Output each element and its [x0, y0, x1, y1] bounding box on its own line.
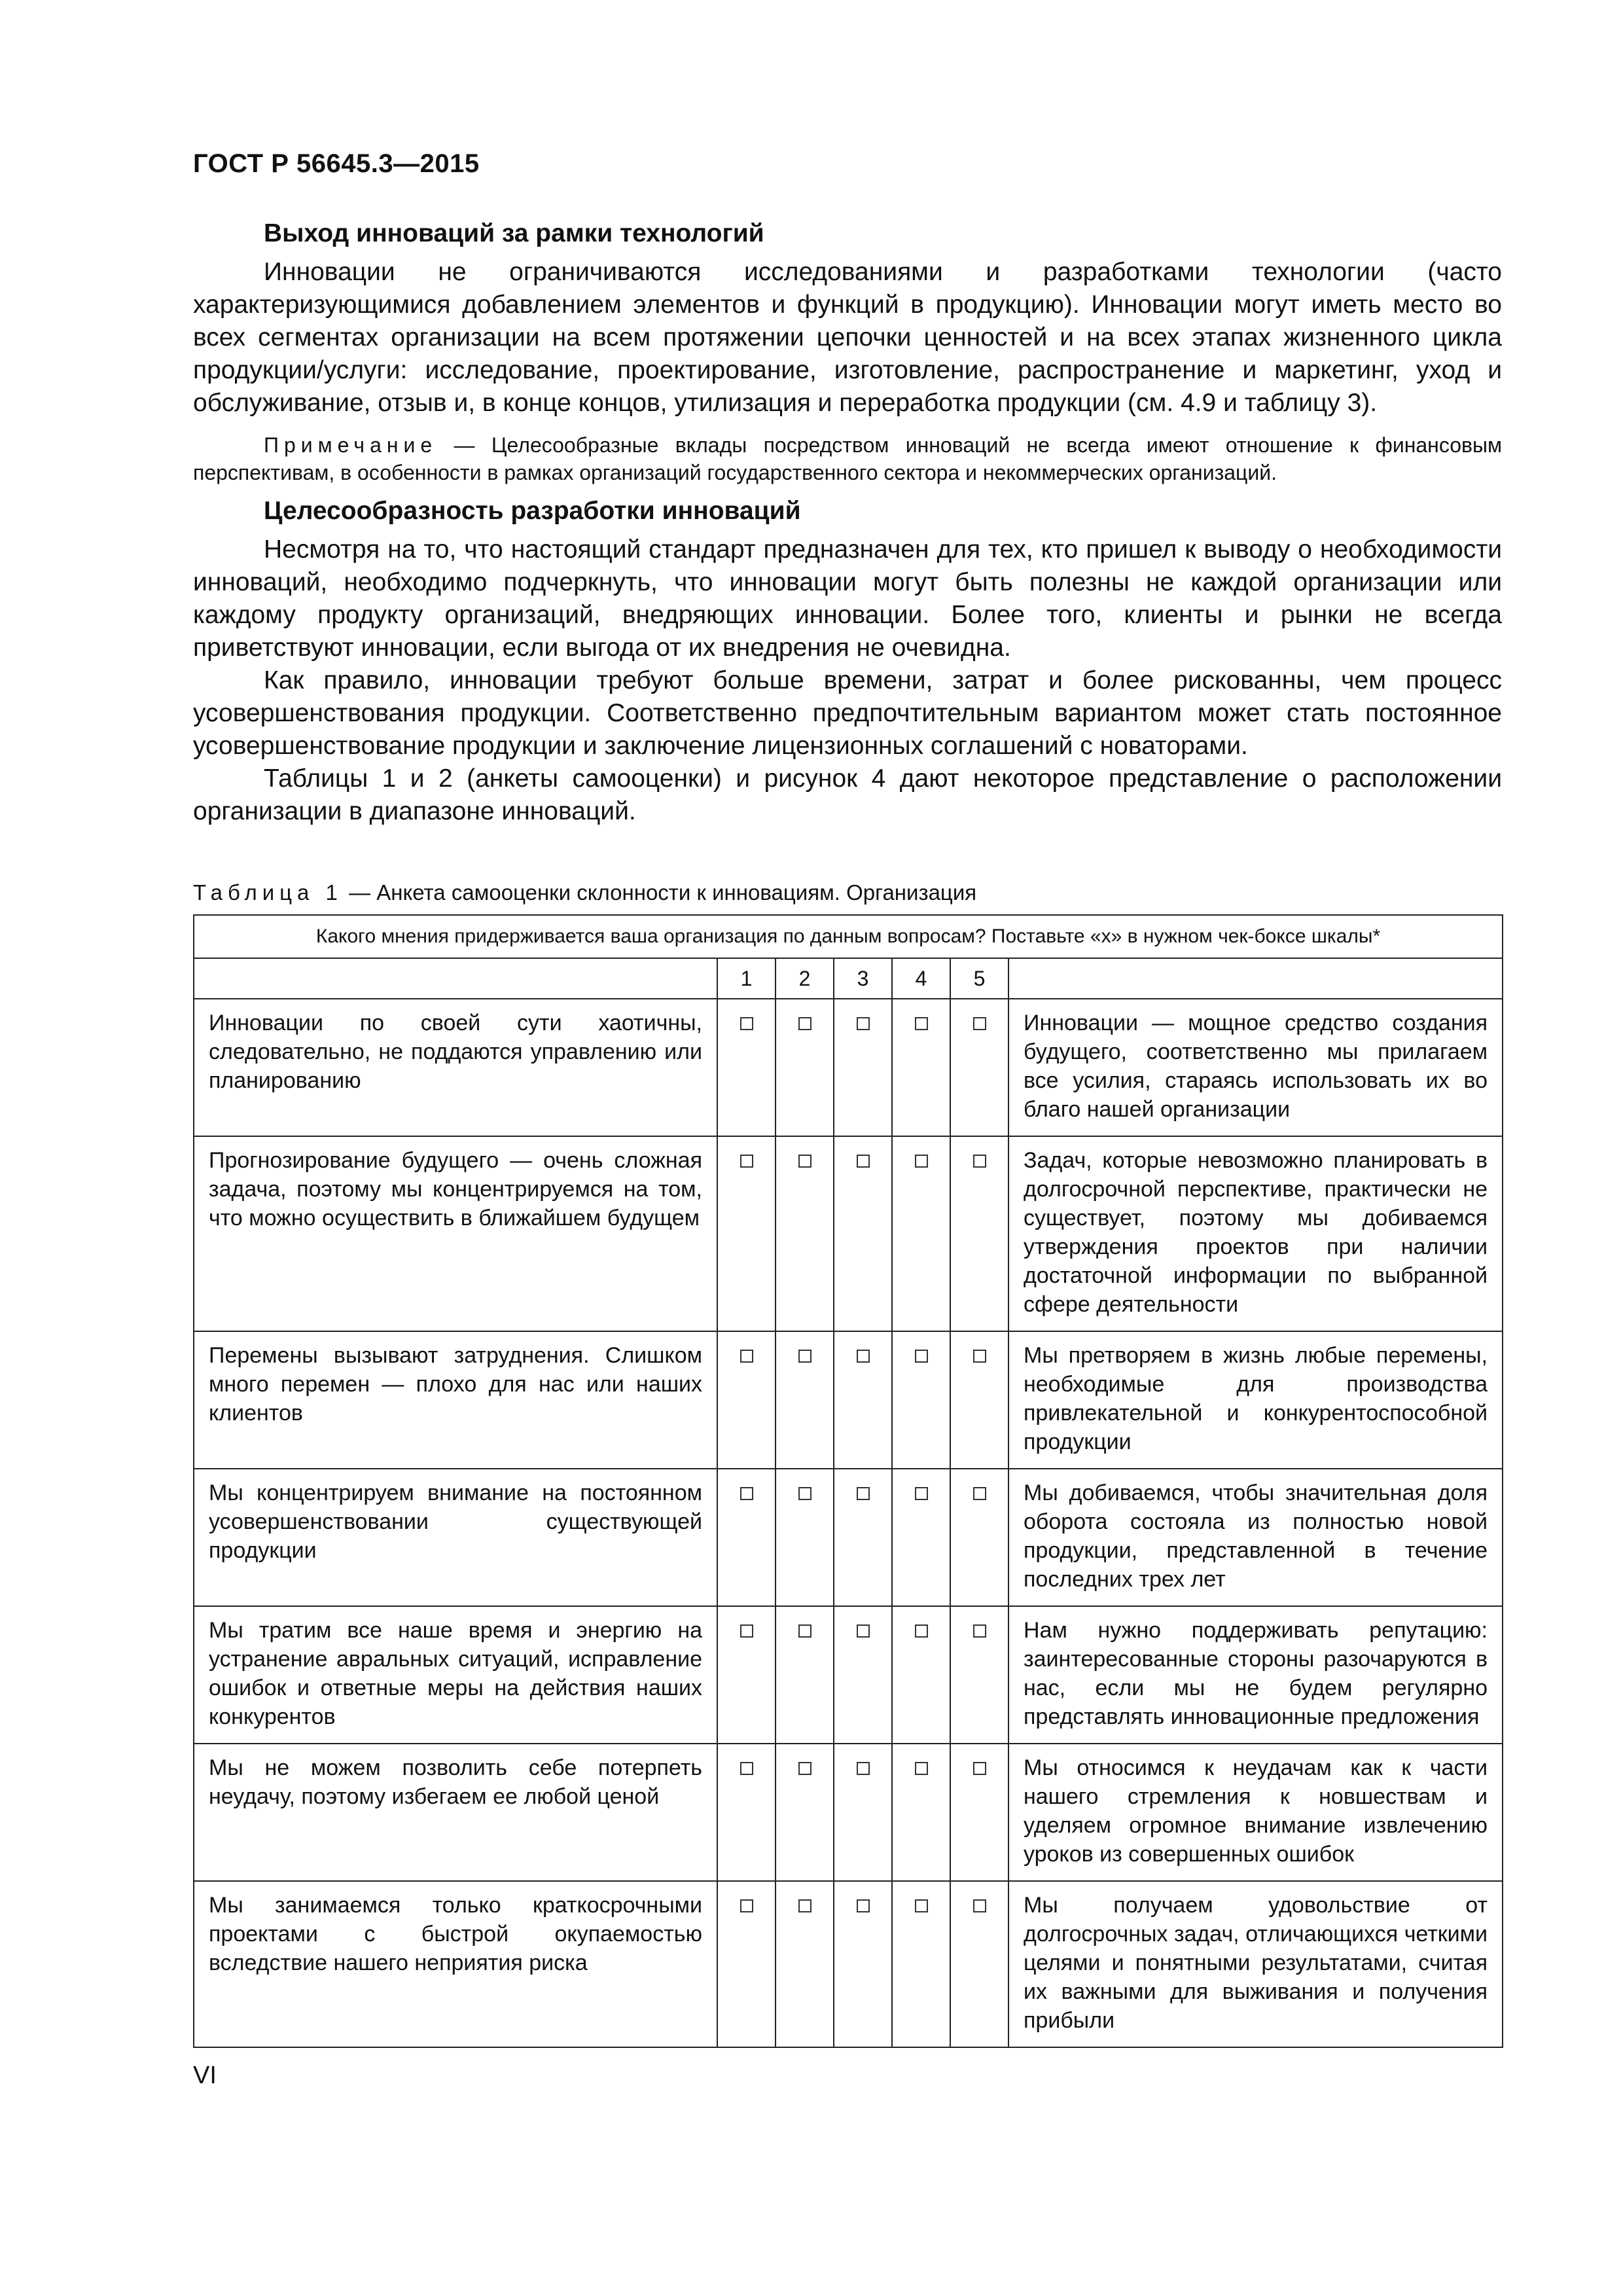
- checkbox-cell[interactable]: [717, 1744, 776, 1881]
- table-caption-text: — Анкета самооценки склонности к инновациям. Организация: [342, 880, 977, 905]
- checkbox-cell[interactable]: [950, 1744, 1008, 1881]
- checkbox-cell[interactable]: [892, 1606, 950, 1744]
- scale-empty-right: [1008, 958, 1503, 999]
- table-header-row: [194, 915, 1503, 958]
- checkbox-icon[interactable]: [915, 1624, 928, 1638]
- checkbox-icon[interactable]: [857, 1624, 870, 1638]
- scale-label: 5: [950, 958, 1008, 999]
- checkbox-icon[interactable]: [915, 1017, 928, 1030]
- checkbox-icon[interactable]: [857, 1155, 870, 1168]
- statement-left: Мы тратим все наше время и энергию на устранение авральных ситуаций, исправление ошибок и ответные меры на действия наших конкурентов: [194, 1606, 717, 1744]
- checkbox-icon[interactable]: [915, 1899, 928, 1912]
- section-heading-feasibility: Целесообразность разработки инноваций: [264, 497, 801, 525]
- scale-label: 2: [776, 958, 834, 999]
- checkbox-cell[interactable]: [776, 1469, 834, 1606]
- scale-label: 4: [892, 958, 950, 999]
- checkbox-cell[interactable]: [834, 1469, 892, 1606]
- statement-right: Мы относимся к неудачам как к части нашего стремления к новшествам и уделяем огромное внимание извлечению уроков из совершенных ошибок: [1008, 1744, 1503, 1881]
- table-caption: [193, 880, 1502, 905]
- checkbox-cell[interactable]: [950, 999, 1008, 1136]
- section-heading-innovation-beyond-tech: Выход инноваций за рамки технологий: [264, 219, 764, 247]
- checkbox-icon[interactable]: [915, 1762, 928, 1775]
- table-row: [194, 1469, 1503, 1606]
- statement-right: Мы добиваемся, чтобы значительная доля оборота состояла из полностью новой продукции, представленной в течение последних трех лет: [1008, 1469, 1503, 1606]
- checkbox-cell[interactable]: [950, 1136, 1008, 1331]
- checkbox-cell[interactable]: [717, 999, 776, 1136]
- checkbox-icon[interactable]: [740, 1762, 753, 1775]
- scale-label: 3: [834, 958, 892, 999]
- checkbox-cell[interactable]: [892, 1136, 950, 1331]
- table-row: [194, 1881, 1503, 2047]
- statement-left: Инновации по своей сути хаотичны, следовательно, не поддаются управлению или планированию: [194, 999, 717, 1136]
- checkbox-icon[interactable]: [973, 1899, 986, 1912]
- statement-right: Инновации — мощное средство создания будущего, соответственно мы прилагаем все усилия, стараясь использовать их во благо нашей организации: [1008, 999, 1503, 1136]
- checkbox-cell[interactable]: [950, 1606, 1008, 1744]
- table-row: [194, 1331, 1503, 1469]
- checkbox-icon[interactable]: [740, 1017, 753, 1030]
- note-label: Примечание: [264, 433, 438, 457]
- scale-row: [194, 958, 1503, 999]
- checkbox-icon[interactable]: [973, 1350, 986, 1363]
- statement-left: Мы занимаемся только краткосрочными проектами с быстрой окупаемостью вследствие нашего неприятия риска: [194, 1881, 717, 2047]
- checkbox-cell[interactable]: [950, 1331, 1008, 1469]
- checkbox-cell[interactable]: [892, 1744, 950, 1881]
- checkbox-cell[interactable]: [950, 1881, 1008, 2047]
- statement-right: Мы претворяем в жизнь любые перемены, необходимые для производства привлекательной и конкурентоспособной продукции: [1008, 1331, 1503, 1469]
- checkbox-cell[interactable]: [892, 1881, 950, 2047]
- page-body: [193, 219, 1502, 2048]
- statement-left: Мы концентрируем внимание на постоянном усовершенствовании существующей продукции: [194, 1469, 717, 1606]
- paragraph-3: Таблицы 1 и 2 (анкеты самооценки) и рисунок 4 дают некоторое представление о расположении организации в диапазоне инноваций.: [193, 764, 1502, 825]
- scale-label: 1: [717, 958, 776, 999]
- checkbox-icon[interactable]: [740, 1899, 753, 1912]
- checkbox-icon[interactable]: [798, 1350, 812, 1363]
- statement-right: Нам нужно поддерживать репутацию: заинтересованные стороны разочаруются в нас, если мы не будем регулярно представлять инновационные предложения: [1008, 1606, 1503, 1744]
- checkbox-icon[interactable]: [798, 1624, 812, 1638]
- checkbox-icon[interactable]: [857, 1762, 870, 1775]
- checkbox-cell[interactable]: [834, 1744, 892, 1881]
- statement-right: Мы получаем удовольствие от долгосрочных задач, отличающихся четкими целями и понятными результатами, считая их важными для выживания и получения прибыли: [1008, 1881, 1503, 2047]
- table-row: [194, 1136, 1503, 1331]
- note-text: — Целесообразные вклады посредством инноваций не всегда имеют отношение к финансовым перспективам, в особенности в рамках организаций государственного сектора и некоммерческих организаций.: [193, 433, 1502, 484]
- note: [193, 431, 1502, 486]
- checkbox-icon[interactable]: [973, 1624, 986, 1638]
- scale-empty-left: [194, 958, 717, 999]
- table-row: [194, 1744, 1503, 1881]
- checkbox-cell[interactable]: [834, 1331, 892, 1469]
- paragraph-2: Как правило, инновации требуют больше времени, затрат и более рискованны, чем процесс усовершенствования продукции. Соответственно предпочтительным вариантом может стать постоянное усовершенствование продукции и заключение лицензионных соглашений с новаторами.: [193, 666, 1502, 760]
- checkbox-cell[interactable]: [717, 1469, 776, 1606]
- checkbox-icon[interactable]: [857, 1017, 870, 1030]
- checkbox-cell[interactable]: [717, 1606, 776, 1744]
- checkbox-icon[interactable]: [973, 1155, 986, 1168]
- checkbox-cell[interactable]: [776, 1136, 834, 1331]
- checkbox-icon[interactable]: [915, 1487, 928, 1500]
- checkbox-cell[interactable]: [776, 1331, 834, 1469]
- checkbox-cell[interactable]: [892, 1469, 950, 1606]
- checkbox-icon[interactable]: [915, 1350, 928, 1363]
- checkbox-icon[interactable]: [973, 1487, 986, 1500]
- statement-left: Перемены вызывают затруднения. Слишком много перемен — плохо для нас или наших клиентов: [194, 1331, 717, 1469]
- section-paragraph: Инновации не ограничиваются исследованиями и разработками технологии (часто характеризующимися добавлением элементов и функций в продукцию). Инновации могут иметь место во всех сегментах организации на всем протяжении цепочки ценностей и на всех этапах жизненного цикла продукции/услуги: исследование, проектирование, изготовление, распространение и маркетинг, уход и обслуживание, отзыв и, в конце концов, утилизация и переработка продукции (см. 4.9 и таблицу 3).: [193, 258, 1502, 417]
- checkbox-icon[interactable]: [857, 1350, 870, 1363]
- checkbox-cell[interactable]: [834, 1136, 892, 1331]
- checkbox-icon[interactable]: [973, 1017, 986, 1030]
- checkbox-cell[interactable]: [776, 1606, 834, 1744]
- checkbox-cell[interactable]: [834, 999, 892, 1136]
- checkbox-cell[interactable]: [950, 1469, 1008, 1606]
- checkbox-icon[interactable]: [740, 1350, 753, 1363]
- table-question-header: Какого мнения придерживается ваша организация по данным вопросам? Поставьте «x» в нужном чек-боксе шкалы*: [194, 915, 1503, 958]
- checkbox-icon[interactable]: [740, 1487, 753, 1500]
- checkbox-icon[interactable]: [857, 1487, 870, 1500]
- statement-left: Мы не можем позволить себе потерпеть неудачу, поэтому избегаем ее любой ценой: [194, 1744, 717, 1881]
- checkbox-icon[interactable]: [798, 1487, 812, 1500]
- checkbox-icon[interactable]: [740, 1624, 753, 1638]
- document-header: ГОСТ Р 56645.3—2015: [193, 149, 480, 178]
- checkbox-cell[interactable]: [834, 1881, 892, 2047]
- checkbox-icon[interactable]: [798, 1762, 812, 1775]
- statement-left: Прогнозирование будущего — очень сложная задача, поэтому мы концентрируемся на том, что можно осуществить в ближайшем будущем: [194, 1136, 717, 1331]
- checkbox-cell[interactable]: [834, 1606, 892, 1744]
- checkbox-cell[interactable]: [892, 1331, 950, 1469]
- checkbox-icon[interactable]: [740, 1155, 753, 1168]
- checkbox-icon[interactable]: [798, 1155, 812, 1168]
- checkbox-icon[interactable]: [857, 1899, 870, 1912]
- paragraph-1: Несмотря на то, что настоящий стандарт предназначен для тех, кто пришел к выводу о необходимости инноваций, необходимо подчеркнуть, что инновации могут быть полезны не каждой организации или каждому продукту организаций, внедряющих инновации. Более того, клиенты и рынки не всегда приветствуют инновации, если выгода от их внедрения не очевидна.: [193, 535, 1502, 662]
- checkbox-cell[interactable]: [776, 1744, 834, 1881]
- checkbox-icon[interactable]: [973, 1762, 986, 1775]
- checkbox-cell[interactable]: [717, 1331, 776, 1469]
- table-row: [194, 1606, 1503, 1744]
- checkbox-cell[interactable]: [717, 1881, 776, 2047]
- self-assessment-table: [193, 914, 1503, 2048]
- checkbox-cell[interactable]: [776, 999, 834, 1136]
- statement-right: Задач, которые невозможно планировать в долгосрочной перспективе, практически не существует, поэтому мы добиваемся утверждения проектов при наличии достаточной информации по выбранной сфере деятельности: [1008, 1136, 1503, 1331]
- page-number: VI: [193, 2062, 217, 2089]
- checkbox-icon[interactable]: [798, 1017, 812, 1030]
- table-caption-label: Таблица 1: [193, 880, 343, 905]
- checkbox-cell[interactable]: [892, 999, 950, 1136]
- checkbox-cell[interactable]: [717, 1136, 776, 1331]
- checkbox-cell[interactable]: [776, 1881, 834, 2047]
- checkbox-icon[interactable]: [798, 1899, 812, 1912]
- table-row: [194, 999, 1503, 1136]
- checkbox-icon[interactable]: [915, 1155, 928, 1168]
